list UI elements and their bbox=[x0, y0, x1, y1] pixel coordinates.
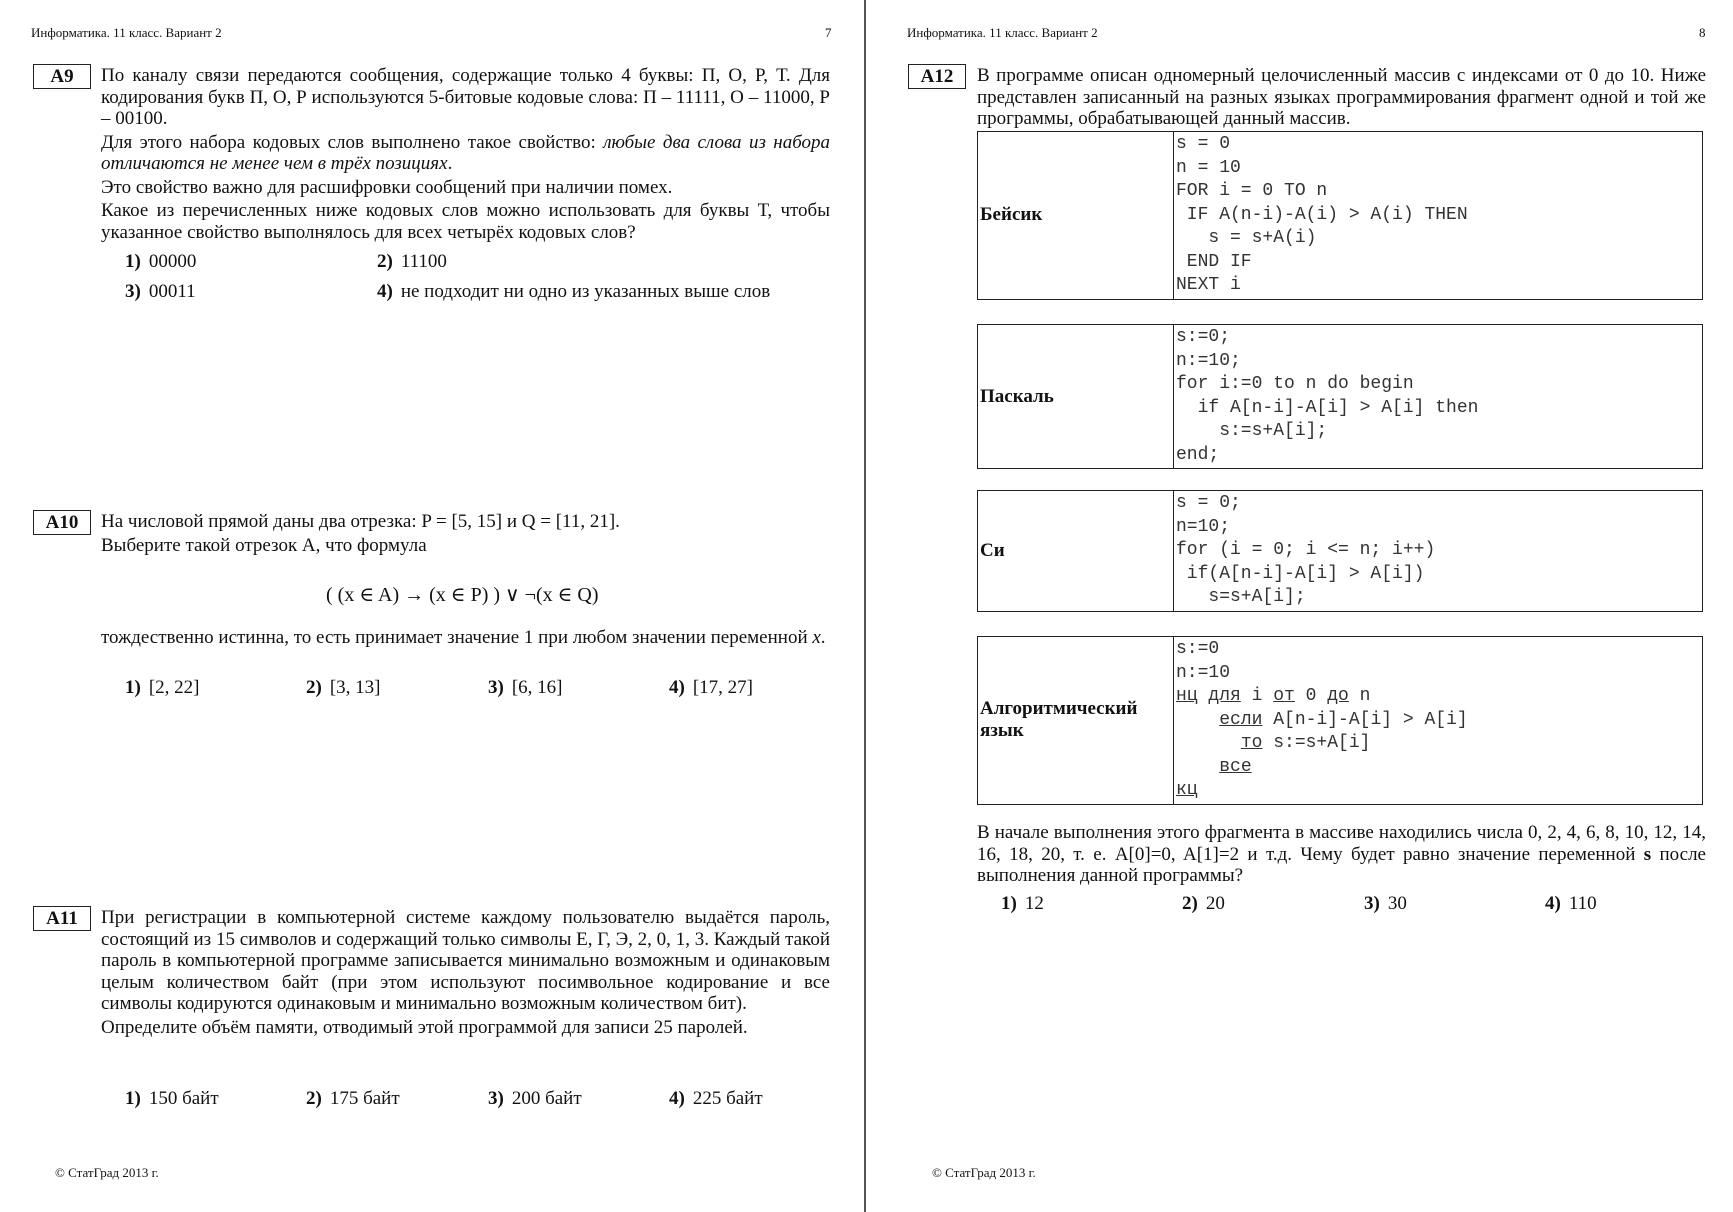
lang-label-pascal: Паскаль bbox=[978, 325, 1174, 469]
a12-option-4[interactable]: 4) 110 bbox=[1545, 893, 1597, 914]
code-table-c bbox=[977, 490, 1703, 612]
code-algo: s:=0 n:=10 нц для i от 0 до n если A[n-i]-A[i] > A[i] то s:=s+A[i] все кц bbox=[1174, 637, 1703, 805]
a9-option-1[interactable]: 1) 00000 bbox=[125, 251, 197, 272]
question-a11-text bbox=[101, 907, 830, 1040]
code-table-algo bbox=[977, 636, 1703, 805]
page-left bbox=[0, 0, 865, 1212]
a11-option-1[interactable]: 1) 150 байт bbox=[125, 1088, 219, 1109]
a9-option-4[interactable]: 4) не подходит ни одно из указанных выше слов bbox=[377, 281, 771, 302]
a12-option-3[interactable]: 3) 30 bbox=[1364, 893, 1407, 914]
a9-paragraph-3: Это свойство важно для расшифровки сообщений при наличии помех. bbox=[101, 176, 673, 198]
question-a10-text bbox=[101, 511, 830, 558]
a12-option-2[interactable]: 2) 20 bbox=[1182, 893, 1225, 914]
page-footer: © СтатГрад 2013 г. bbox=[55, 1165, 159, 1180]
code-basic: s = 0 n = 10 FOR i = 0 TO n IF A(n-i)-A(i) > A(i) THEN s = s+A(i) END IF NEXT i bbox=[1174, 132, 1703, 300]
a10-paragraph-2: Выберите такой отрезок A, что формула bbox=[101, 534, 427, 556]
page-number: 8 bbox=[1699, 25, 1706, 40]
question-label-a11: A11 bbox=[33, 906, 91, 931]
a10-option-4[interactable]: 4) [17, 27] bbox=[669, 677, 753, 698]
a12-option-1[interactable]: 1) 12 bbox=[1001, 893, 1044, 914]
code-pascal: s:=0; n:=10; for i:=0 to n do begin if A[n-i]-A[i] > A[i] then s:=s+A[i]; end; bbox=[1174, 325, 1703, 469]
lang-label-algo: Алгоритмический язык bbox=[978, 637, 1174, 805]
lang-label-basic: Бейсик bbox=[978, 132, 1174, 300]
page-footer: © СтатГрад 2013 г. bbox=[932, 1165, 1036, 1180]
a9-paragraph-1: По каналу связи передаются сообщения, содержащие только 4 буквы: П, О, Р, Т. Для кодирования букв П, О, Р используются 5-битовые кодовые слова: П – 11111, О – 11000, Р – 00100. bbox=[101, 65, 830, 129]
lang-label-c: Си bbox=[978, 491, 1174, 612]
question-label-a9: A9 bbox=[33, 64, 91, 89]
code-table-pascal bbox=[977, 324, 1703, 469]
page-header: Информатика. 11 класс. Вариант 2 bbox=[907, 25, 1098, 40]
a10-option-2[interactable]: 2) [3, 13] bbox=[306, 677, 381, 698]
a9-paragraph-4: Какое из перечисленных ниже кодовых слов можно использовать для буквы Т, чтобы указанное свойство выполнялось для всех четырёх кодовых слов? bbox=[101, 200, 830, 243]
page-right bbox=[867, 0, 1733, 1212]
a10-formula: ( (x ∈ A) → (x ∈ P) ) ∨ ¬(x ∈ Q) bbox=[326, 584, 599, 606]
question-label-a10: A10 bbox=[33, 510, 91, 535]
a9-option-2[interactable]: 2) 11100 bbox=[377, 251, 447, 272]
a12-question: В начале выполнения этого фрагмента в массиве находились числа 0, 2, 4, 6, 8, 10, 12, 14, 16, 18, 20, т. е. A[0]=0, A[1]=2 и т.д. Чему будет равно значение переменной s после выполнения данной программы? bbox=[977, 822, 1706, 886]
code-table-basic bbox=[977, 131, 1703, 300]
a10-paragraph-3: тождественно истинна, то есть принимает значение 1 при любом значении переменной х. bbox=[101, 627, 826, 648]
question-a9-text bbox=[101, 65, 830, 245]
page-header: Информатика. 11 класс. Вариант 2 bbox=[31, 25, 222, 40]
a9-paragraph-2: Для этого набора кодовых слов выполнено такое свойство: любые два слова из набора отличаются не менее чем в трёх позициях. bbox=[101, 131, 830, 174]
a11-paragraph-2: Определите объём памяти, отводимый этой программой для записи 25 паролей. bbox=[101, 1016, 748, 1038]
code-c: s = 0; n=10; for (i = 0; i <= n; i++) if(A[n-i]-A[i] > A[i]) s=s+A[i]; bbox=[1174, 491, 1703, 612]
a11-option-3[interactable]: 3) 200 байт bbox=[488, 1088, 582, 1109]
a10-option-3[interactable]: 3) [6, 16] bbox=[488, 677, 563, 698]
a11-paragraph-1: При регистрации в компьютерной системе каждому пользователю выдаётся пароль, состоящий из 15 символов и содержащий только символы Е, Г, Э, 2, 0, 1, 3. Каждый такой пароль в компьютерной программе записывается минимально возможным и одинаковым целым количеством байт (при этом используют посимвольное кодирование и все символы кодируются одинаковым и минимально возможным количеством бит). bbox=[101, 907, 830, 1014]
question-label-a12: A12 bbox=[908, 64, 966, 89]
a9-option-3[interactable]: 3) 00011 bbox=[125, 281, 196, 302]
a11-option-2[interactable]: 2) 175 байт bbox=[306, 1088, 400, 1109]
a12-intro: В программе описан одномерный целочисленный массив с индексами от 0 до 10. Ниже представлен записанный на разных языках программирования фрагмент одной и той же программы, обрабатывающей данный массив. bbox=[977, 65, 1706, 129]
a11-option-4[interactable]: 4) 225 байт bbox=[669, 1088, 763, 1109]
a10-option-1[interactable]: 1) [2, 22] bbox=[125, 677, 200, 698]
a10-paragraph-1: На числовой прямой даны два отрезка: P = [5, 15] и Q = [11, 21]. bbox=[101, 511, 620, 532]
page-divider bbox=[864, 0, 866, 1212]
page-number: 7 bbox=[825, 25, 832, 40]
